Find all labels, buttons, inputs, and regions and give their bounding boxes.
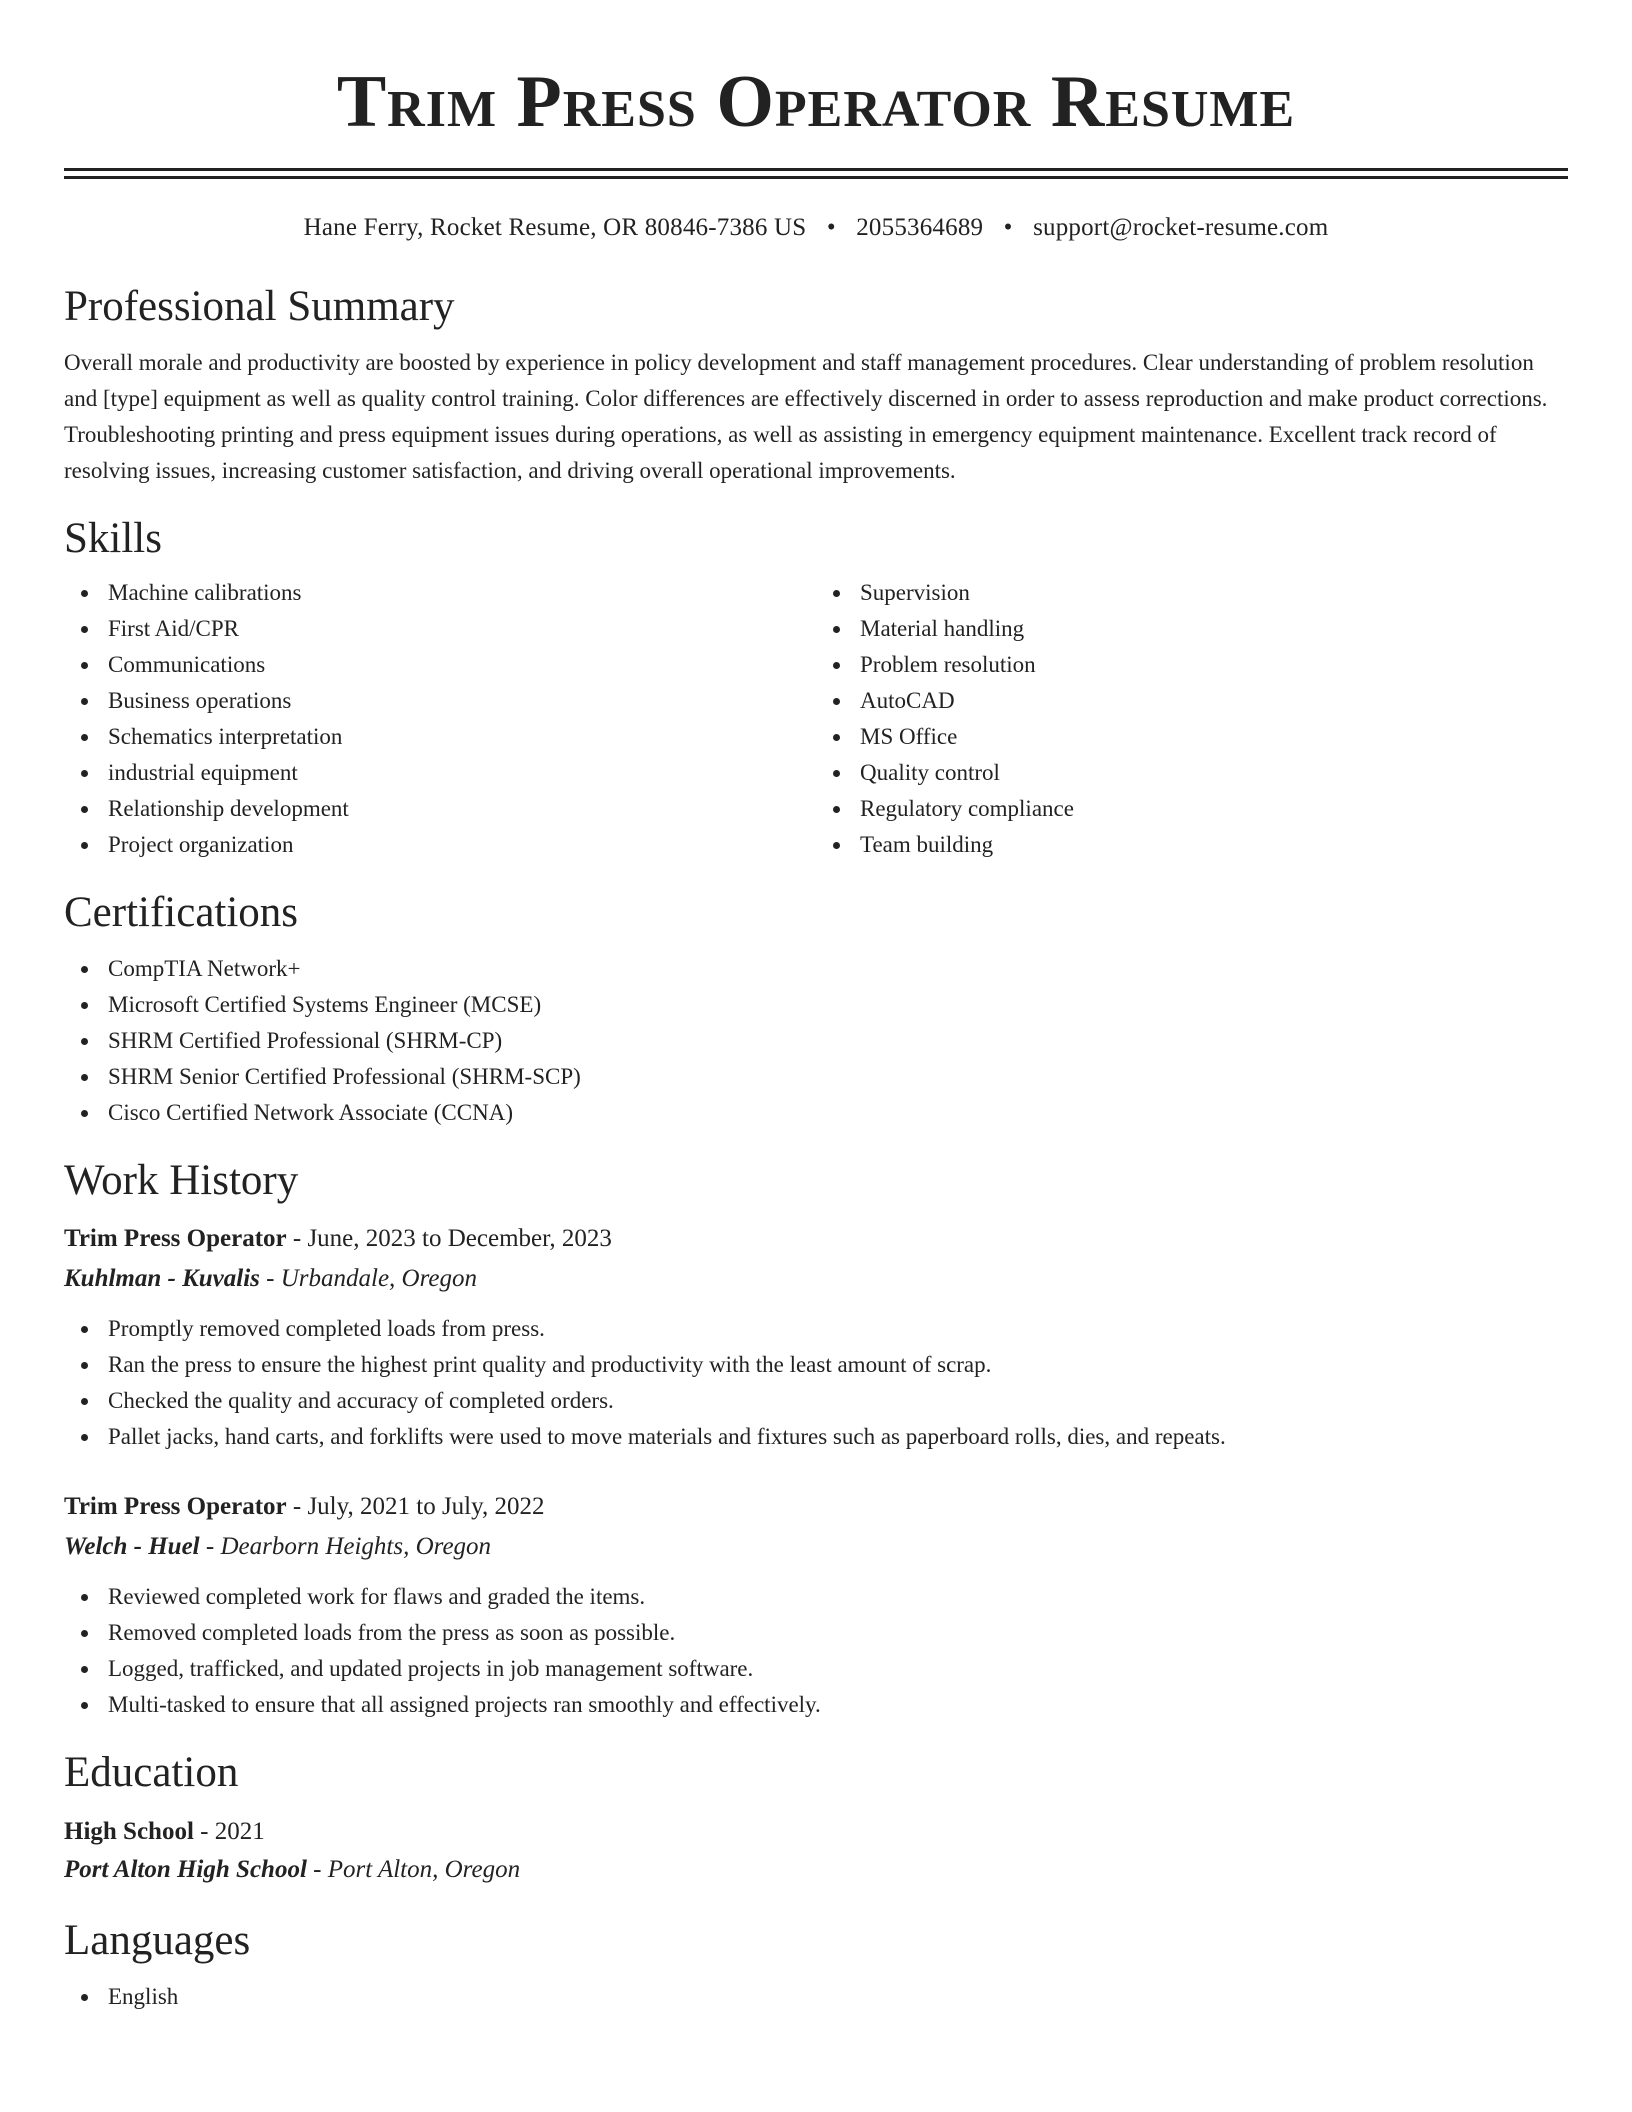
certification-item: Cisco Certified Network Associate (CCNA)	[108, 1095, 1568, 1131]
language-item: English	[108, 1979, 1568, 2015]
title-double-rule	[64, 168, 1568, 179]
skill-item: industrial equipment	[108, 755, 816, 791]
job-dash: -	[286, 1225, 308, 1252]
employer-location: Dearborn Heights, Oregon	[220, 1533, 492, 1560]
contact-email: support@rocket-resume.com	[1033, 214, 1329, 241]
school-name: Port Alton High School	[64, 1856, 307, 1883]
job-bullet: Multi-tasked to ensure that all assigned projects ran smoothly and effectively.	[108, 1687, 1568, 1723]
contact-separator: •	[826, 214, 836, 241]
certification-item: SHRM Senior Certified Professional (SHRM-SCP)	[108, 1059, 1568, 1095]
resume-title: Trim Press Operator Resume	[336, 61, 1296, 143]
skill-item: Team building	[860, 827, 1568, 863]
degree-name: High School	[64, 1818, 194, 1845]
employer-line	[64, 1527, 1568, 1567]
skill-item: Regulatory compliance	[860, 791, 1568, 827]
employer-dash: -	[199, 1533, 221, 1560]
job-dash: -	[286, 1493, 308, 1520]
languages-heading: Languages	[64, 1917, 251, 1964]
contact-address: Hane Ferry, Rocket Resume, OR 80846-7386 US	[303, 214, 807, 241]
education-heading: Education	[64, 1749, 239, 1796]
contact-separator: •	[1003, 214, 1013, 241]
skill-item: Material handling	[860, 611, 1568, 647]
degree-dash: -	[193, 1818, 215, 1845]
skill-item: Project organization	[108, 827, 816, 863]
school-location: Port Alton, Oregon	[327, 1856, 521, 1883]
skill-item: Problem resolution	[860, 647, 1568, 683]
skills-list	[64, 575, 1568, 863]
degree-line	[64, 1813, 1568, 1851]
skill-item: Relationship development	[108, 791, 816, 827]
job-title: Trim Press Operator	[64, 1493, 287, 1520]
school-dash: -	[306, 1856, 328, 1883]
certification-item: SHRM Certified Professional (SHRM-CP)	[108, 1023, 1568, 1059]
skill-item: Supervision	[860, 575, 1568, 611]
summary-heading: Professional Summary	[64, 283, 455, 330]
skill-item: First Aid/CPR	[108, 611, 816, 647]
skill-item: MS Office	[860, 719, 1568, 755]
job-bullets	[64, 1311, 1568, 1455]
job-bullet: Ran the press to ensure the highest print quality and productivity with the least amount of scrap.	[108, 1347, 1568, 1383]
certification-item: Microsoft Certified Systems Engineer (MCSE)	[108, 987, 1568, 1023]
employer-line	[64, 1259, 1568, 1299]
skill-item: AutoCAD	[860, 683, 1568, 719]
job-title: Trim Press Operator	[64, 1225, 287, 1252]
employer-name: Welch - Huel	[64, 1533, 200, 1560]
summary-text: Overall morale and productivity are boosted by experience in policy development and staff management procedures. Clear understanding of problem resolution and [type] equipment as well as quality control training. Color differences are effectively discerned in order to assess reproduction and make product corrections. Troubleshooting printing and press equipment issues during operations, as well as assisting in emergency equipment maintenance. Excellent track record of resolving issues, increasing customer satisfaction, and driving overall operational improvements.	[64, 350, 1548, 483]
skill-item: Business operations	[108, 683, 816, 719]
contact-phone: 2055364689	[856, 214, 984, 241]
job-bullets	[64, 1579, 1568, 1723]
job-bullet: Removed completed loads from the press as soon as possible.	[108, 1615, 1568, 1651]
employer-location: Urbandale, Oregon	[280, 1265, 478, 1292]
job-bullet: Logged, trafficked, and updated projects in job management software.	[108, 1651, 1568, 1687]
skill-item: Machine calibrations	[108, 575, 816, 611]
job-bullet: Reviewed completed work for flaws and graded the items.	[108, 1579, 1568, 1615]
job-dates: June, 2023 to December, 2023	[307, 1225, 612, 1252]
certifications-list	[64, 951, 1568, 1131]
skill-item: Quality control	[860, 755, 1568, 791]
skill-item: Schematics interpretation	[108, 719, 816, 755]
employer-name: Kuhlman - Kuvalis	[64, 1265, 260, 1292]
contact-line	[64, 211, 1568, 245]
school-line	[64, 1851, 1568, 1889]
languages-list	[64, 1979, 1568, 2015]
job-title-line	[64, 1219, 1568, 1259]
job-bullet: Pallet jacks, hand carts, and forklifts were used to move materials and fixtures such as paperboard rolls, dies, and repeats.	[108, 1419, 1568, 1455]
job-bullet: Promptly removed completed loads from press.	[108, 1311, 1568, 1347]
skills-heading: Skills	[64, 515, 162, 562]
job-entry	[64, 1219, 1568, 1455]
job-title-line	[64, 1487, 1568, 1527]
job-entry	[64, 1487, 1568, 1723]
skill-item: Communications	[108, 647, 816, 683]
skills-left-column	[64, 575, 816, 863]
job-dates: July, 2021 to July, 2022	[307, 1493, 545, 1520]
employer-dash: -	[259, 1265, 281, 1292]
certifications-heading: Certifications	[64, 889, 299, 936]
education-entry	[64, 1813, 1568, 1889]
certification-item: CompTIA Network+	[108, 951, 1568, 987]
job-bullet: Checked the quality and accuracy of completed orders.	[108, 1383, 1568, 1419]
degree-year: 2021	[214, 1818, 265, 1845]
skills-right-column	[816, 575, 1568, 863]
work-history-heading: Work History	[64, 1157, 299, 1204]
